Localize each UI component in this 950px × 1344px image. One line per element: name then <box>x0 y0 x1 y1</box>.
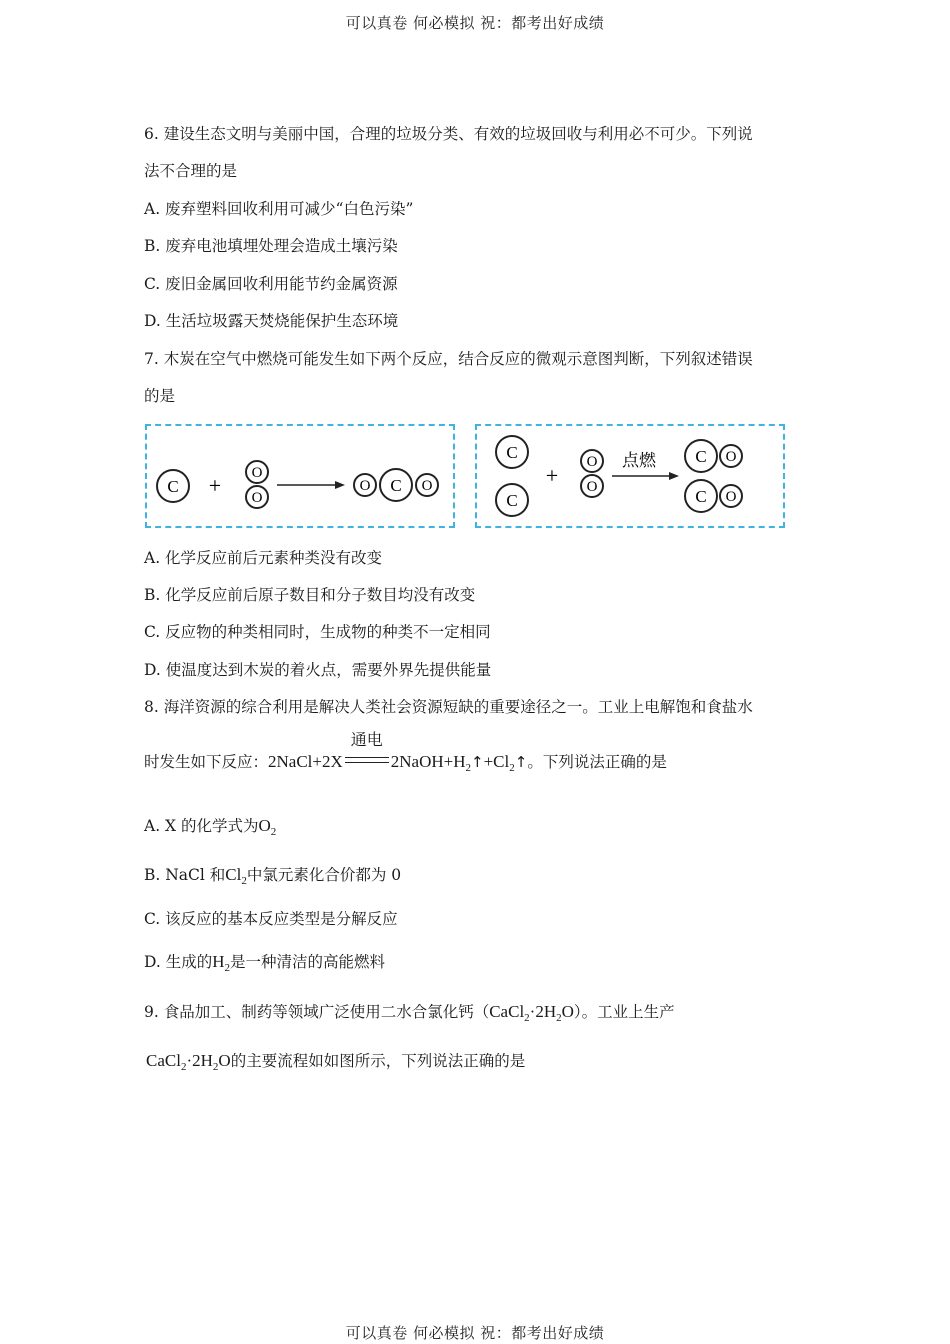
double-line-icon <box>345 757 389 763</box>
q8-stem-line2 <box>144 730 667 774</box>
q9-stem-line2 <box>146 1051 525 1071</box>
q7-stem-line1: 7. 木炭在空气中燃烧可能发生如下两个反应，结合反应的微观示意图判断，下列叙述错误 <box>144 350 753 368</box>
reaction-condition <box>345 730 389 772</box>
option-text: 是一种清洁的高能燃料 <box>230 953 386 971</box>
q7-option-d: D. 使温度达到木炭的着火点，需要外界先提供能量 <box>144 661 492 679</box>
subscript: 2 <box>224 962 231 974</box>
equation-reactants: 2NaCl+2X <box>268 752 343 771</box>
q6-stem-line1: 6. 建设生态文明与美丽中国，合理的垃圾分类、有效的垃圾回收与利用必不可少。下列说 <box>144 125 753 143</box>
q9-stem-line1 <box>144 1002 675 1022</box>
q8-option-b <box>144 865 401 885</box>
atom-c-label: C <box>695 487 707 506</box>
option-text: D. 生成的 <box>144 953 213 971</box>
atom-c-label: C <box>390 476 402 495</box>
atom-c-label: C <box>167 477 179 496</box>
stem-text: ）。工业上生产 <box>573 1003 675 1021</box>
atom-o-label: O <box>421 478 433 494</box>
stem-text: 的主要流程如如图所示，下列说法正确的是 <box>230 1052 526 1070</box>
reaction-diagram-co-svg <box>477 426 783 526</box>
atom-o-label: O <box>725 489 737 505</box>
condition-electrolysis: 通电 <box>350 730 383 749</box>
formula-symbol: Cl <box>225 865 242 884</box>
atom-o-label: O <box>251 490 263 506</box>
option-text: B. NaCl 和 <box>144 866 226 884</box>
arrow-right-icon <box>335 481 345 489</box>
plus-sign: + <box>208 473 222 498</box>
page-footer: 可以真卷 何必模拟 祝：都考出好成绩 <box>345 1324 605 1342</box>
atom-o-label: O <box>251 465 263 481</box>
subscript: 2 <box>180 1061 187 1073</box>
formula-cacl2-2h2o <box>489 1002 574 1024</box>
q7-stem-line2: 的是 <box>144 387 176 405</box>
q7-option-b: B. 化学反应前后原子数目和分子数目均没有改变 <box>144 586 476 604</box>
q7-option-c: C. 反应物的种类相同时，生成物的种类不一定相同 <box>144 623 491 641</box>
formula-part: CaCl <box>489 1002 525 1021</box>
stem-text: 9. 食品加工、制药等领域广泛使用二水合氯化钙（ <box>144 1003 490 1021</box>
formula-part: ·2H <box>186 1051 213 1070</box>
subscript: 2 <box>212 1061 219 1073</box>
formula-o2 <box>258 816 277 838</box>
atom-c-label: C <box>695 447 707 466</box>
atom-o-label: O <box>359 478 371 494</box>
q6-option-d: D. 生活垃圾露天焚烧能保护生态环境 <box>144 312 399 330</box>
page-header: 可以真卷 何必模拟 祝：都考出好成绩 <box>345 14 605 32</box>
subscript: 2 <box>556 1012 562 1024</box>
atom-c-label: C <box>506 491 518 510</box>
q8-option-c: C. 该反应的基本反应类型是分解反应 <box>144 910 398 928</box>
q6-stem-line2: 法不合理的是 <box>144 162 238 180</box>
equation-products-2: +Cl <box>483 752 510 771</box>
equation-products-1: 2NaOH+H <box>390 752 466 771</box>
option-text: A. X 的化学式为 <box>144 817 259 835</box>
formula-symbol: H <box>212 952 225 971</box>
equation <box>268 730 528 774</box>
option-text: 中氯元素化合价都为 0 <box>246 866 402 884</box>
q6-option-b: B. 废弃电池填埋处理会造成土壤污染 <box>144 237 398 255</box>
atom-o-label: O <box>725 449 737 465</box>
atom-c-label: C <box>506 443 518 462</box>
reaction-diagram-co2-svg <box>147 426 453 526</box>
condition-label: 点燃 <box>622 451 656 471</box>
subscript: 2 <box>270 826 277 838</box>
q8-stem-suffix: 。下列说法正确的是 <box>527 753 667 771</box>
formula-h2 <box>212 952 231 974</box>
atom-o-label: O <box>586 479 598 495</box>
subscript: 2 <box>524 1012 530 1024</box>
formula-part: O <box>561 1002 574 1021</box>
formula-symbol: O <box>258 816 271 835</box>
arrow-right-icon <box>669 472 679 480</box>
q6-option-c: C. 废旧金属回收利用能节约金属资源 <box>144 275 398 293</box>
q7-option-a: A. 化学反应前后元素种类没有改变 <box>144 549 383 567</box>
q8-option-d <box>144 952 385 972</box>
atom-o-label: O <box>586 454 598 470</box>
formula-part: CaCl <box>146 1051 181 1070</box>
q8-option-a <box>144 816 276 836</box>
q8-stem-line1: 8. 海洋资源的综合利用是解决人类社会资源短缺的重要途径之一。工业上电解饱和食盐水 <box>144 698 753 716</box>
q6-option-a: A. 废弃塑料回收利用可减少“白色污染” <box>144 200 414 218</box>
formula-part: O <box>218 1051 231 1070</box>
subscript: 2 <box>241 875 247 887</box>
up-arrow-icon: ↑ <box>471 753 484 771</box>
reaction-diagram-co <box>475 424 785 528</box>
q8-stem-prefix: 时发生如下反应： <box>144 753 269 771</box>
subscript: 2 <box>465 762 472 774</box>
formula-cl2 <box>225 865 247 887</box>
subscript: 2 <box>509 762 515 774</box>
up-arrow-icon: ↑ <box>514 753 528 771</box>
plus-sign: + <box>545 463 559 488</box>
formula-part: ·2H <box>529 1002 557 1021</box>
reaction-diagram-co2 <box>145 424 455 528</box>
formula-cacl2-2h2o <box>146 1051 231 1073</box>
